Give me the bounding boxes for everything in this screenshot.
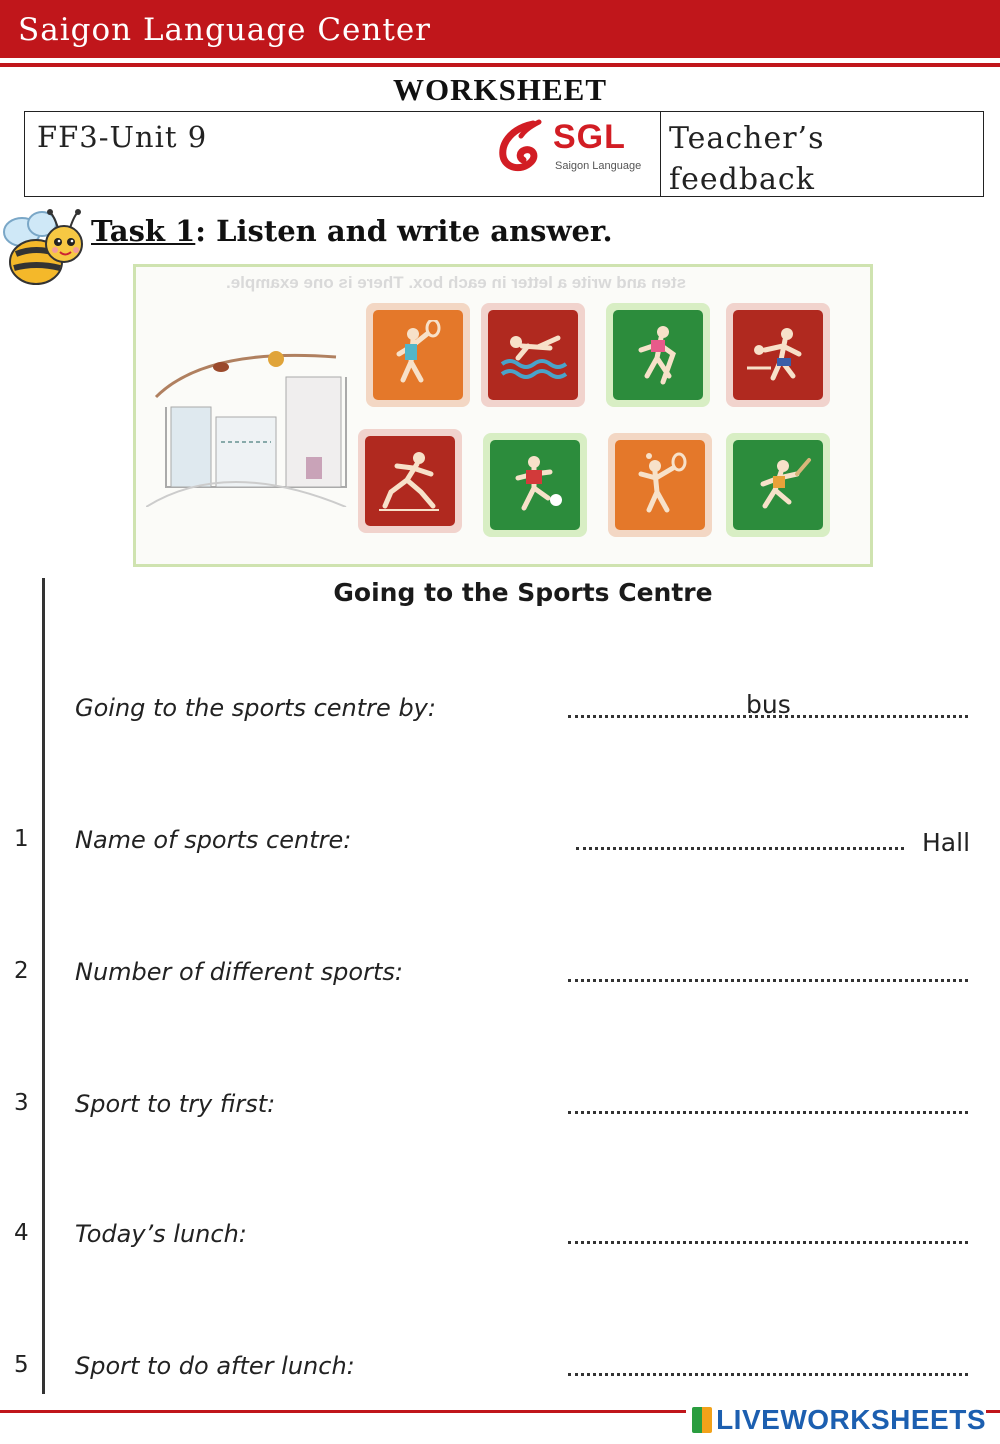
form-title: Going to the Sports Centre (333, 578, 713, 607)
form-row-2 (0, 954, 1000, 1004)
tile-football (483, 433, 587, 537)
liveworksheets-badge-icon (692, 1407, 712, 1433)
liveworksheets-text: LIVEWORKSHEETS (716, 1404, 986, 1435)
task-heading (91, 214, 613, 248)
unit-cell (25, 112, 661, 196)
sports-picture (133, 264, 873, 567)
center-name: Saigon Language Center (18, 12, 431, 48)
faded-instruction: sten and write a letter in each box. There is one example. (226, 273, 687, 292)
tile-badminton (608, 433, 712, 537)
sgl-swoosh-icon (495, 118, 555, 178)
liveworksheets-logo[interactable] (686, 1404, 986, 1436)
worksheet-title: WORKSHEET (393, 72, 607, 107)
row-number: 5 (14, 1352, 29, 1378)
answer-suffix: Hall (922, 828, 971, 857)
row-label: Name of sports centre: (75, 826, 352, 854)
header-divider (0, 63, 1000, 67)
football-icon (500, 450, 570, 520)
answer-line[interactable] (568, 968, 968, 982)
form-row-5 (0, 1348, 1000, 1398)
task-instruction: : Listen and write answer. (195, 214, 613, 248)
row-label: Sport to do after lunch: (75, 1352, 355, 1380)
table-tennis-icon (743, 320, 813, 390)
answer-line[interactable] (568, 1230, 968, 1244)
form-row-1 (0, 822, 1000, 872)
swimming-icon (498, 320, 568, 390)
logo-text: SGL (553, 118, 626, 156)
form-row-4 (0, 1216, 1000, 1266)
logo-subtext: Saigon Language (555, 160, 642, 172)
sports-centre-building-icon (146, 307, 356, 507)
answer-line[interactable] (568, 1362, 968, 1376)
row-number: 2 (14, 958, 29, 984)
info-table (24, 111, 984, 197)
row-label: Going to the sports centre by: (75, 694, 436, 722)
row-number: 1 (14, 826, 29, 852)
feedback-cell[interactable] (661, 112, 983, 196)
ice-skating-icon (375, 446, 445, 516)
header-band (0, 0, 1000, 58)
tile-baseball (726, 433, 830, 537)
row-number: 3 (14, 1090, 29, 1116)
form-row-3 (0, 1086, 1000, 1136)
feedback-label: Teacher’s feedback (669, 121, 825, 197)
tile-hockey (606, 303, 710, 407)
example-answer: bus (746, 690, 791, 719)
task-number: Task 1 (91, 214, 196, 248)
row-number: 4 (14, 1220, 29, 1246)
tile-ice-skating (358, 429, 462, 533)
row-label: Number of different sports: (75, 958, 403, 986)
unit-label: FF3-Unit 9 (37, 120, 208, 154)
tile-tennis (366, 303, 470, 407)
sgl-logo (493, 116, 653, 180)
row-label: Today’s lunch: (75, 1220, 247, 1248)
answer-line[interactable] (568, 1100, 968, 1114)
baseball-icon (743, 450, 813, 520)
badminton-icon (625, 450, 695, 520)
tile-swimming (481, 303, 585, 407)
tile-table-tennis (726, 303, 830, 407)
bee-icon (0, 202, 88, 288)
tennis-icon (383, 320, 453, 390)
hockey-icon (623, 320, 693, 390)
form-row-example (0, 690, 1000, 740)
answer-line[interactable] (576, 836, 904, 850)
row-label: Sport to try first: (75, 1090, 276, 1118)
